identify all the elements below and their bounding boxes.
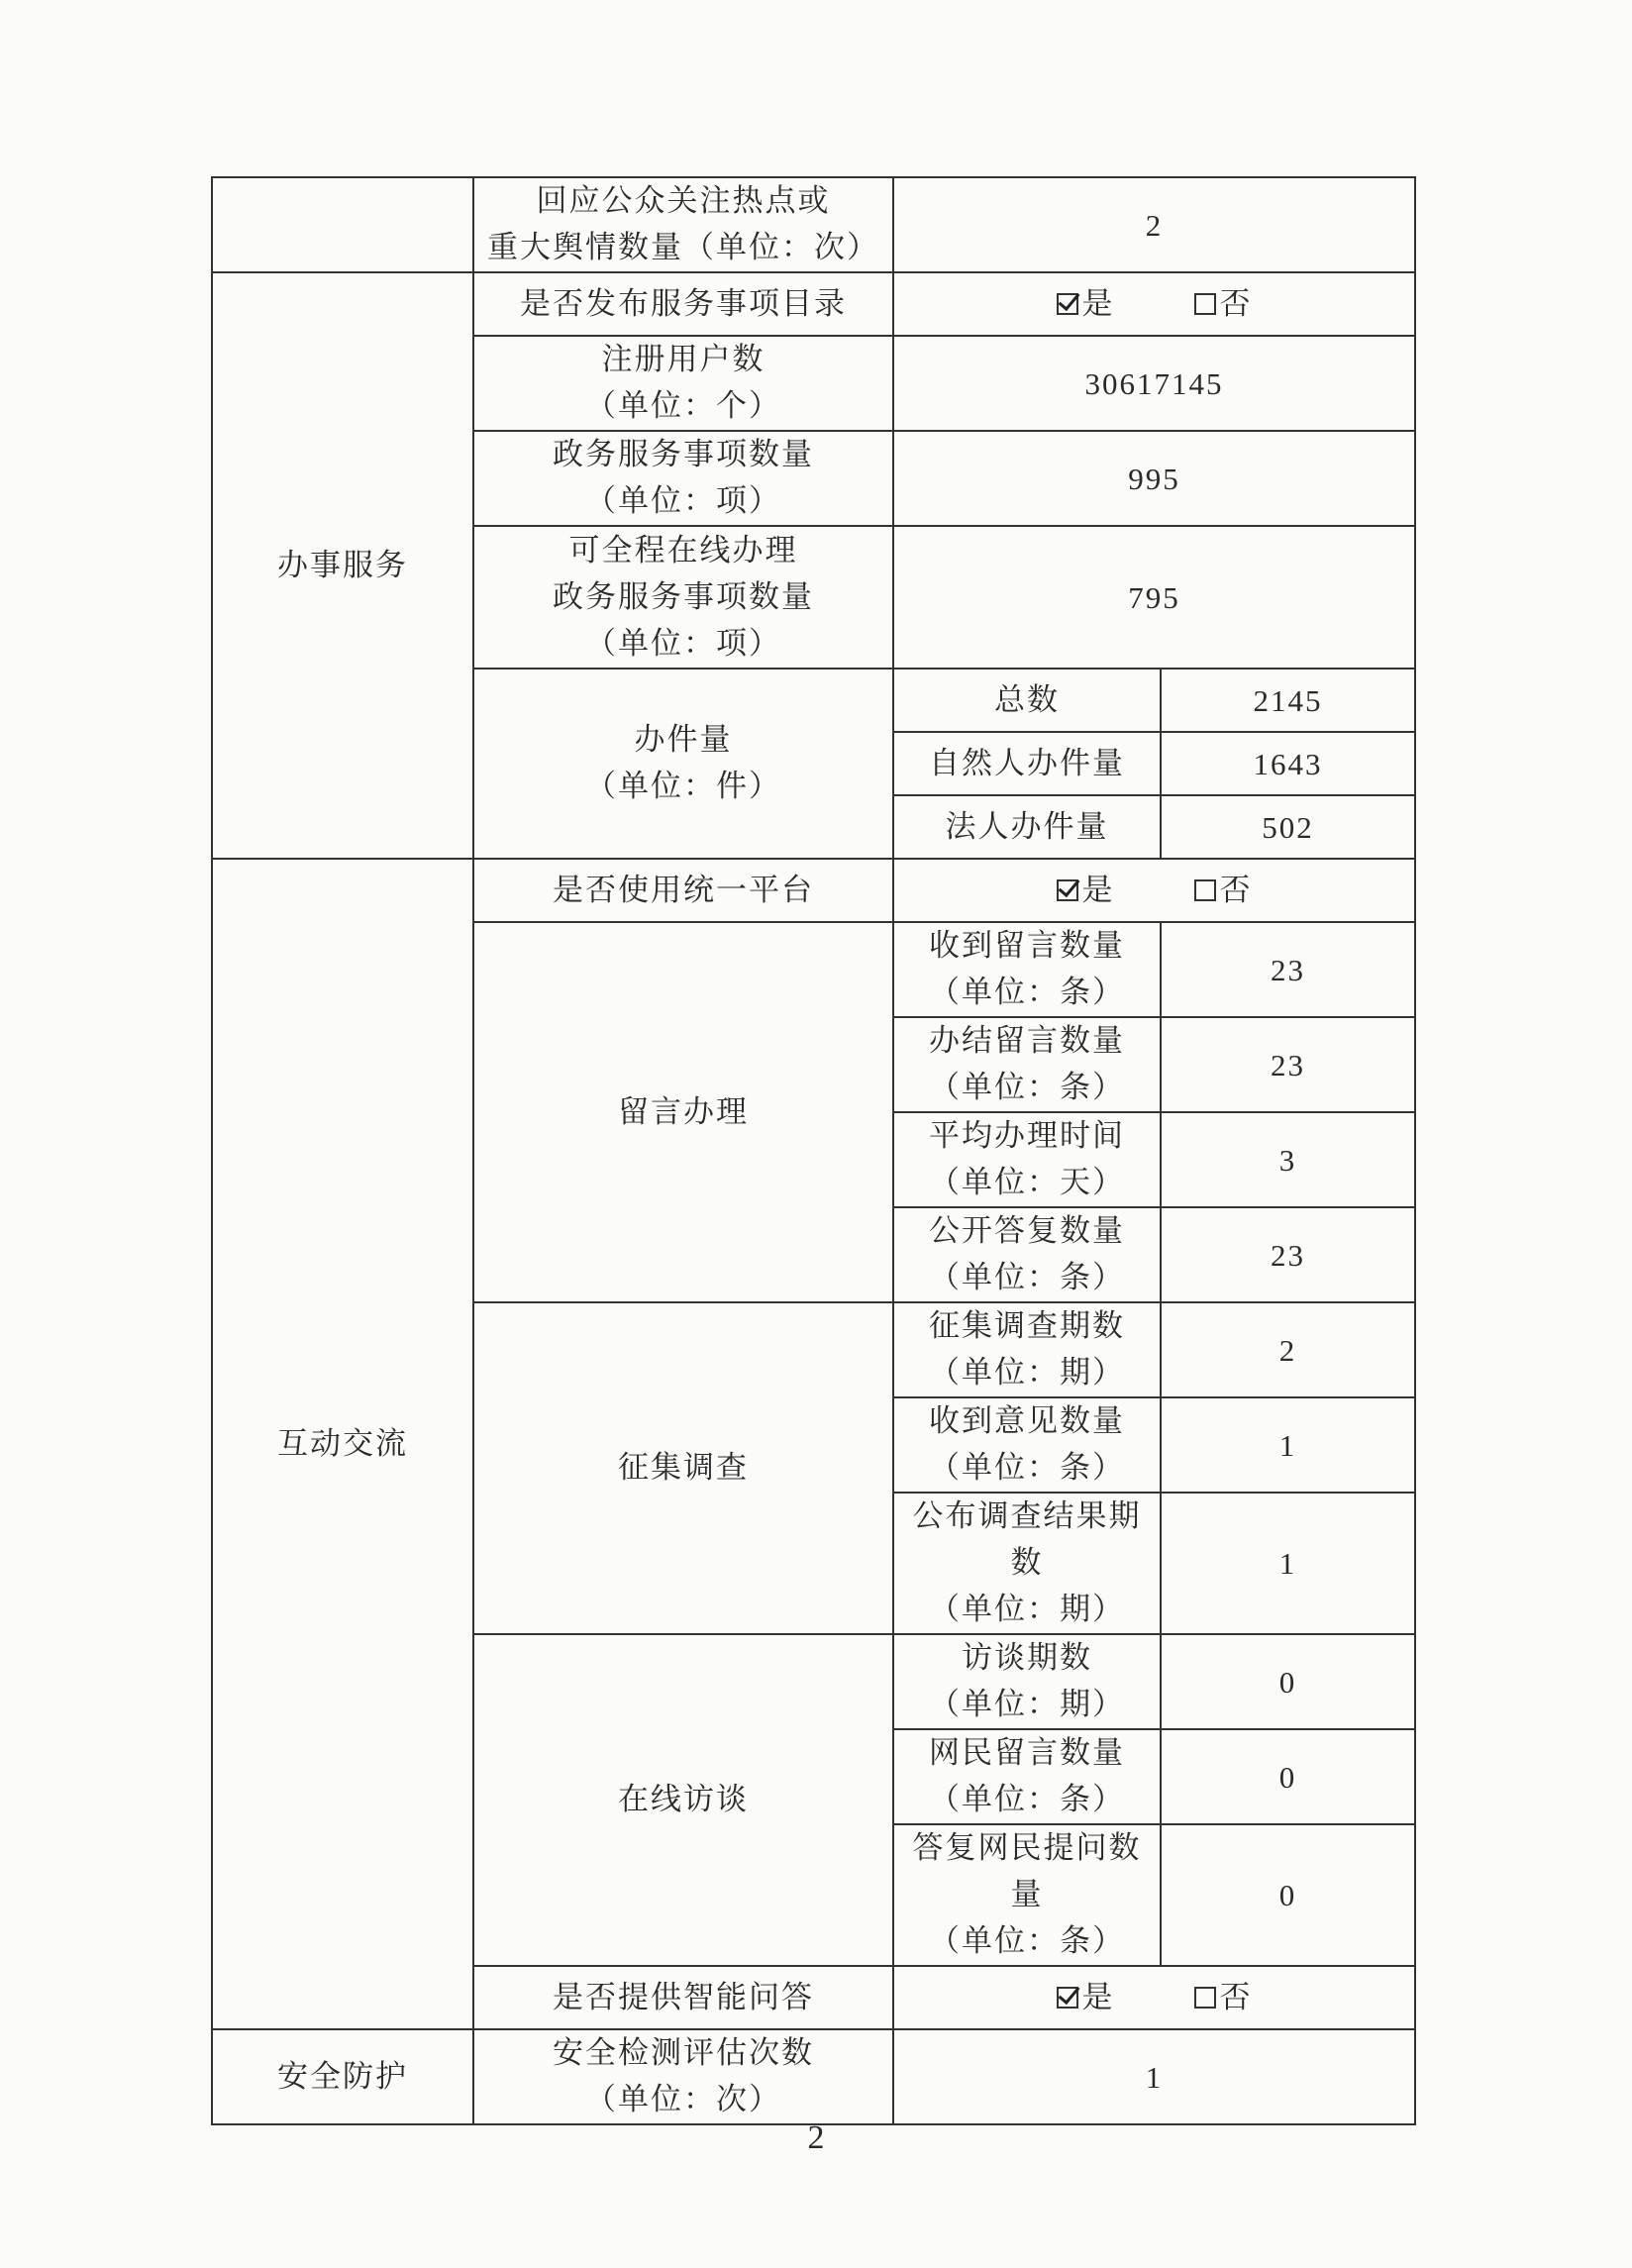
messages-closed-value: 23 <box>1161 1017 1415 1112</box>
interaction-section-label: 互动交流 <box>212 859 473 2029</box>
smart-qa-label: 是否提供智能问答 <box>473 1966 893 2029</box>
page-number: 2 <box>807 2119 825 2156</box>
security-section-label: 安全防护 <box>212 2029 473 2124</box>
users-label: 注册用户数 （单位：个） <box>473 336 893 431</box>
interview-periods-value: 0 <box>1161 1634 1415 1729</box>
cases-total-value: 2145 <box>1161 669 1415 732</box>
users-value: 30617145 <box>893 336 1415 431</box>
cases-legal-value: 502 <box>1161 795 1415 859</box>
cases-natural-label: 自然人办件量 <box>893 732 1161 795</box>
survey-periods-value: 2 <box>1161 1302 1415 1397</box>
survey-periods-label: 征集调查期数 （单位：期） <box>893 1302 1161 1397</box>
messages-received-label: 收到留言数量 （单位：条） <box>893 922 1161 1017</box>
checked-box-icon <box>1057 1987 1078 2009</box>
cases-legal-label: 法人办件量 <box>893 795 1161 859</box>
hotspot-label: 回应公众关注热点或 重大舆情数量（单位：次） <box>473 177 893 272</box>
items-label: 政务服务事项数量 （单位：项） <box>473 431 893 526</box>
interview-answers-value: 0 <box>1161 1824 1415 1966</box>
report-table <box>211 176 1416 2125</box>
interview-label: 在线访谈 <box>473 1634 893 1966</box>
survey-opinions-value: 1 <box>1161 1397 1415 1493</box>
blank-section-cell <box>212 177 473 272</box>
service-section-label: 办事服务 <box>212 272 473 859</box>
messages-received-value: 23 <box>1161 922 1415 1017</box>
messages-avg-time-value: 3 <box>1161 1112 1415 1207</box>
cases-label: 办件量 （单位：件） <box>473 669 893 859</box>
security-checks-value: 1 <box>893 2029 1415 2124</box>
messages-public-label: 公开答复数量 （单位：条） <box>893 1207 1161 1302</box>
catalog-label: 是否发布服务事项目录 <box>473 272 893 336</box>
interview-messages-value: 0 <box>1161 1729 1415 1824</box>
messages-avg-time-label: 平均办理时间 （单位：天） <box>893 1112 1161 1207</box>
hotspot-value: 2 <box>893 177 1415 272</box>
checked-box-icon <box>1057 879 1078 901</box>
online-label: 可全程在线办理 政务服务事项数量 （单位：项） <box>473 526 893 669</box>
security-checks-label: 安全检测评估次数 （单位：次） <box>473 2029 893 2124</box>
survey-opinions-label: 收到意见数量 （单位：条） <box>893 1397 1161 1493</box>
messages-closed-label: 办结留言数量 （单位：条） <box>893 1017 1161 1112</box>
catalog-checkbox-cell: 是 否 <box>893 272 1415 336</box>
survey-label: 征集调查 <box>473 1302 893 1634</box>
items-value: 995 <box>893 431 1415 526</box>
messages-label: 留言办理 <box>473 922 893 1302</box>
survey-results-label: 公布调查结果期数 （单位：期） <box>893 1493 1161 1634</box>
interview-messages-label: 网民留言数量 （单位：条） <box>893 1729 1161 1824</box>
online-value: 795 <box>893 526 1415 669</box>
interview-answers-label: 答复网民提问数量 （单位：条） <box>893 1824 1161 1966</box>
cases-total-label: 总数 <box>893 669 1161 732</box>
checked-box-icon <box>1057 293 1078 315</box>
interview-periods-label: 访谈期数 （单位：期） <box>893 1634 1161 1729</box>
empty-box-icon <box>1194 1987 1216 2009</box>
platform-label: 是否使用统一平台 <box>473 859 893 922</box>
smart-qa-checkbox-cell: 是 否 <box>893 1966 1415 2029</box>
messages-public-value: 23 <box>1161 1207 1415 1302</box>
cases-natural-value: 1643 <box>1161 732 1415 795</box>
empty-box-icon <box>1194 879 1216 901</box>
empty-box-icon <box>1194 293 1216 315</box>
platform-checkbox-cell: 是 否 <box>893 859 1415 922</box>
survey-results-value: 1 <box>1161 1493 1415 1634</box>
